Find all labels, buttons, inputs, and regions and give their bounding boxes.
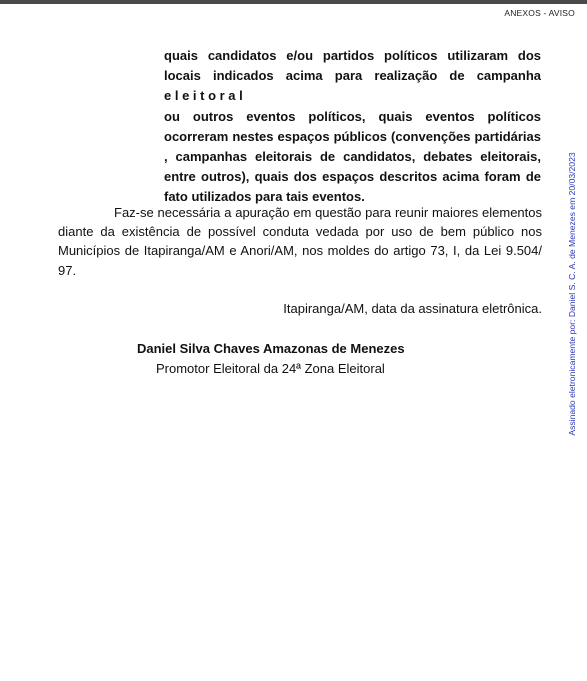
bold-text-line: fato utilizados para tais eventos. xyxy=(164,189,365,205)
bold-question-block xyxy=(164,46,541,208)
paragraph-line: 97. xyxy=(58,262,77,278)
date-place-line: Itapiranga/AM, data da assinatura eletrônica. xyxy=(283,301,542,316)
signer-name: Daniel Silva Chaves Amazonas de Menezes xyxy=(137,341,405,356)
bold-text-line: ocorreram nestes espaços públicos (convenções partidárias xyxy=(164,128,541,144)
bold-text-line: locais indicados acima para realização de campanha xyxy=(164,68,541,84)
bold-text-line: quais candidatos e/ou partidos políticos utilizaram dos xyxy=(164,48,541,63)
bold-text-line: e l e i t o r a l xyxy=(164,88,243,104)
body-paragraph xyxy=(58,203,542,280)
signer-role: Promotor Eleitoral da 24ª Zona Eleitoral xyxy=(156,361,385,376)
bold-text-line: ou outros eventos políticos, quais eventos políticos xyxy=(164,108,541,124)
section-header-label: ANEXOS - AVISO xyxy=(504,8,575,18)
signature-stamp-text: Assinado eletronicamente por: Daniel S. C. A. de Menezes em 20/03/2023 xyxy=(567,152,577,436)
page-top-border xyxy=(0,0,587,4)
bold-text-line: , campanhas eleitorais de candidatos, debates eleitorais, xyxy=(164,149,541,165)
paragraph-line: Faz-se necessária a apuração em questão para reunir maiores elementos xyxy=(114,205,542,220)
paragraph-line: Municípios de Itapiranga/AM e Anori/AM, nos moldes do artigo 73, I, da Lei 9.504/ xyxy=(58,243,542,259)
bold-text-line: entre outros), quais dos espaços descritos acima foram de xyxy=(164,169,541,185)
paragraph-line: diante da existência de possível conduta vedada por uso de bem público nos xyxy=(58,224,542,240)
